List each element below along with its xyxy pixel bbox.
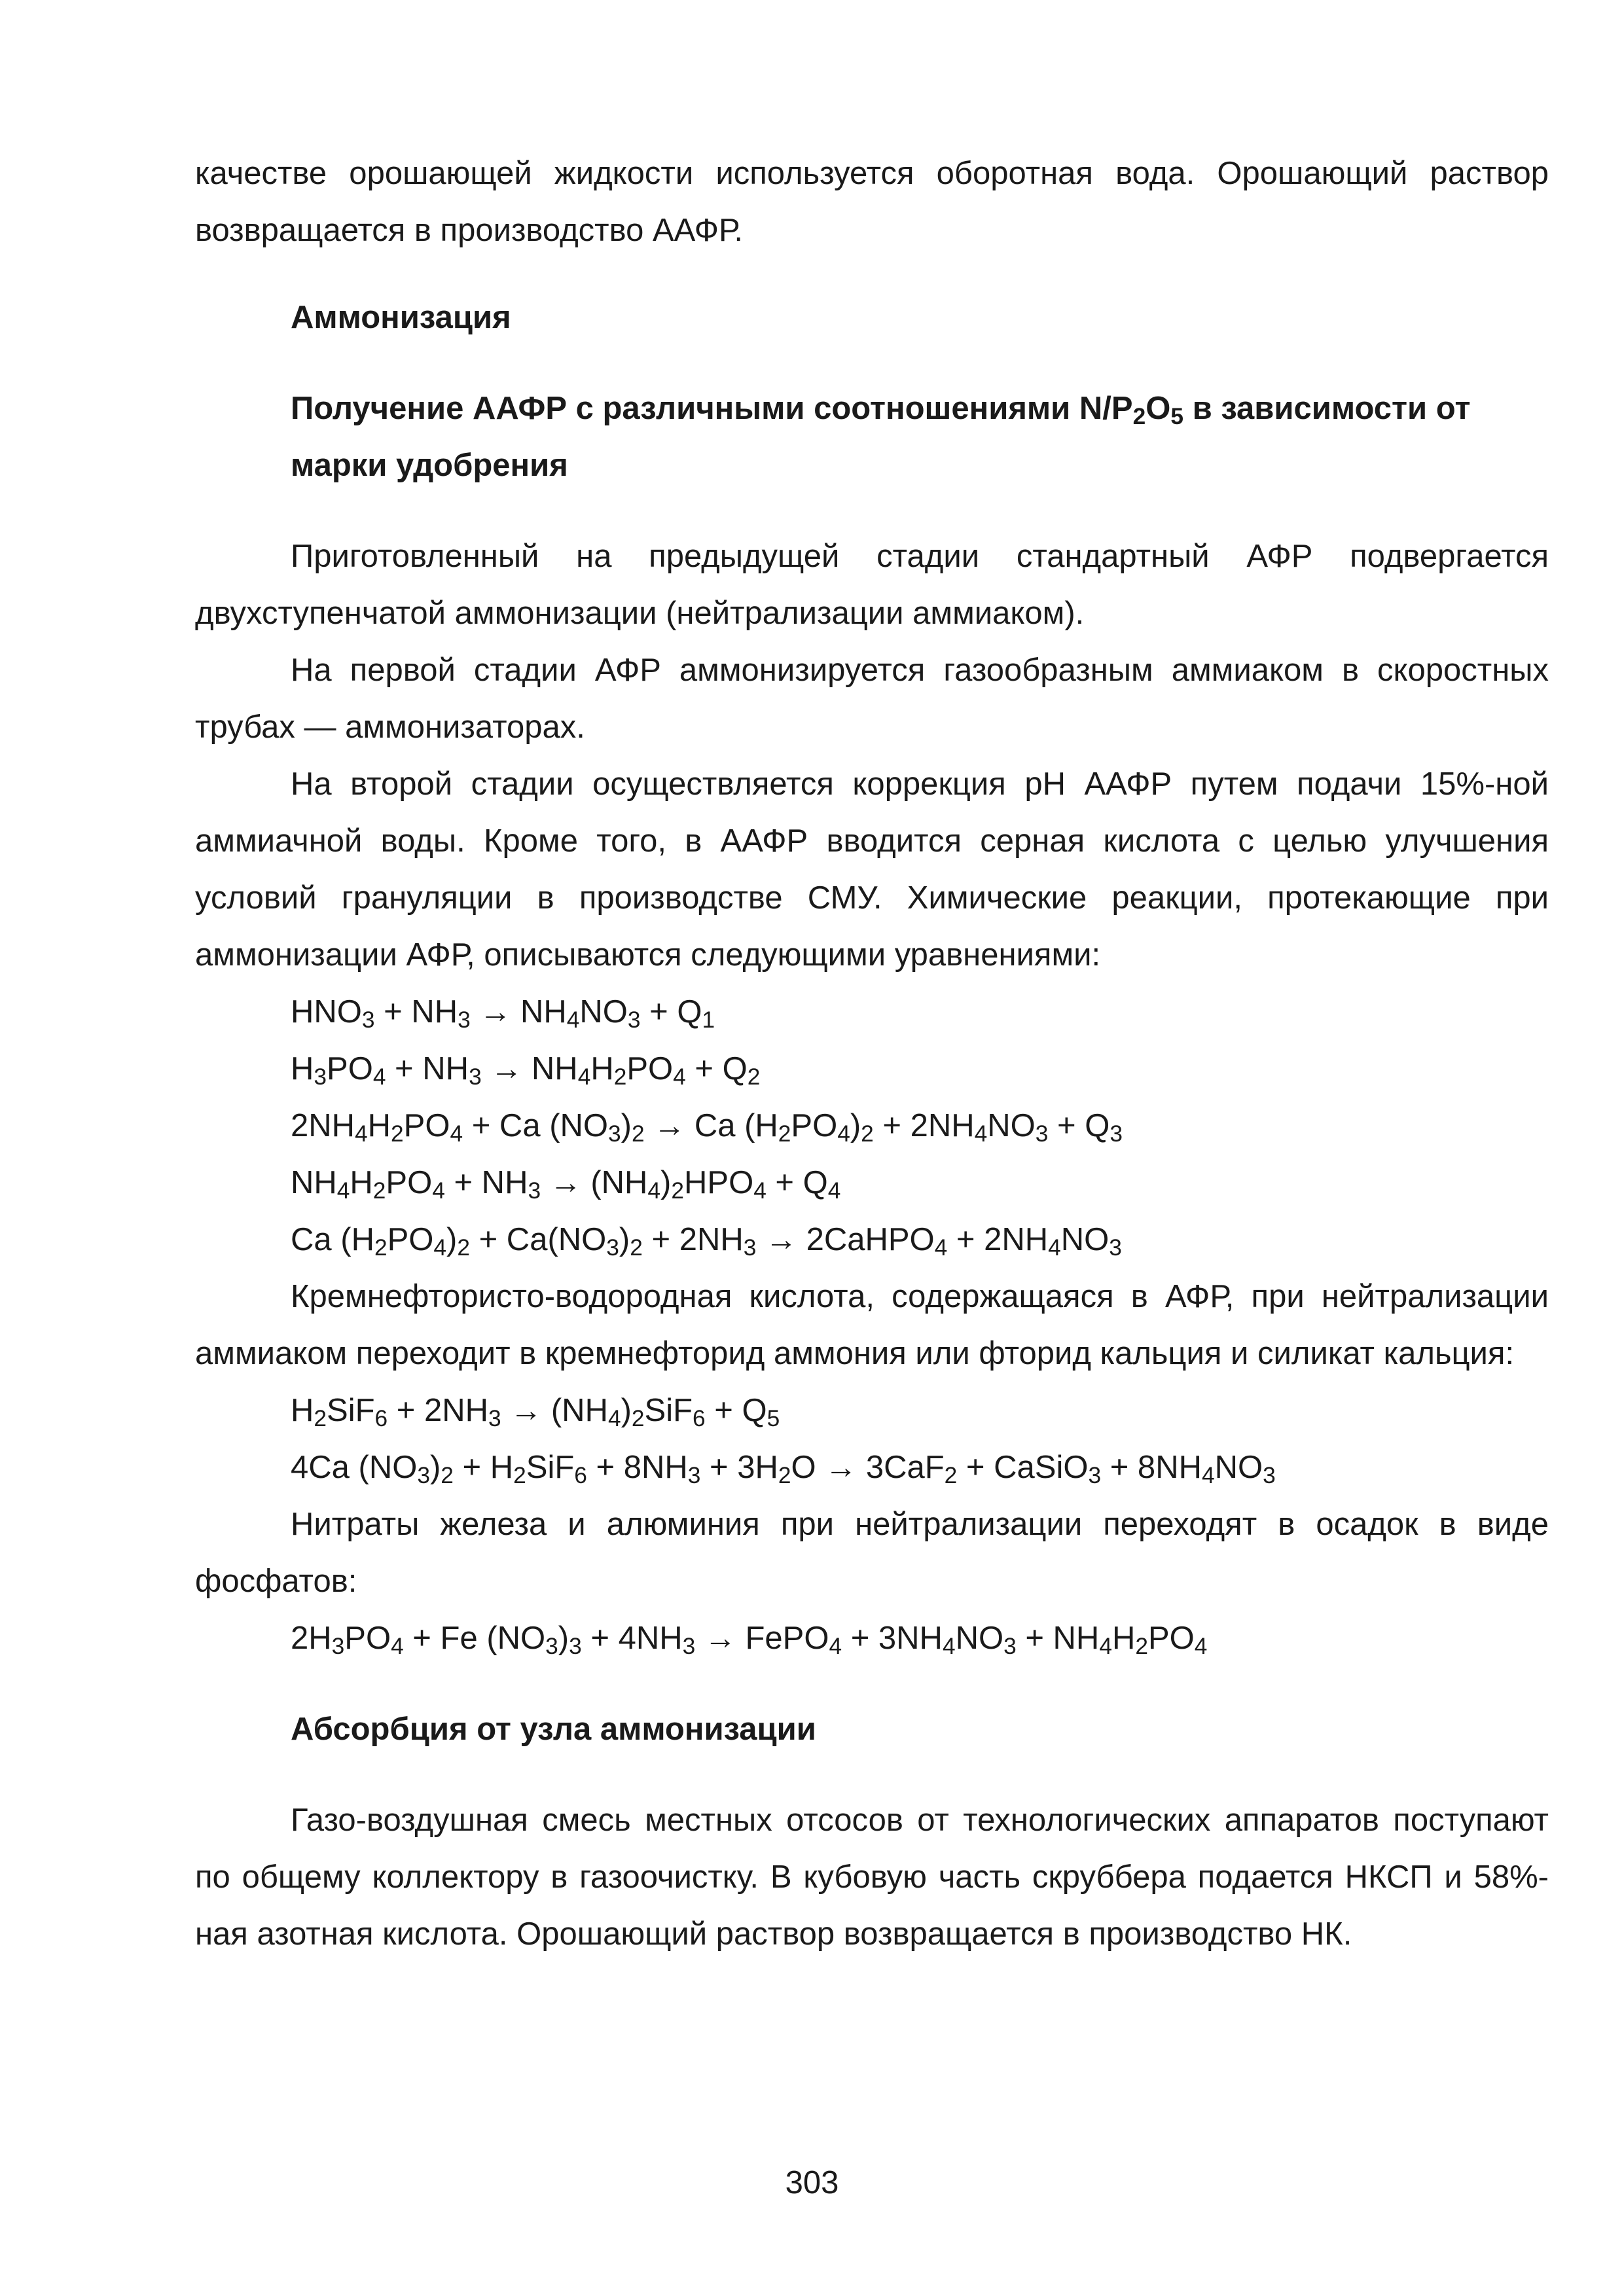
equation-subscript: 2	[671, 1177, 684, 1204]
equation-text: PO	[791, 1108, 838, 1143]
equation-subscript: 2	[631, 1121, 645, 1147]
equation-text: PO	[403, 1108, 450, 1143]
equation-text: + Q	[1048, 1108, 1110, 1143]
equation-text: + Q	[705, 1393, 767, 1428]
equation-subscript: 3	[458, 1007, 471, 1033]
equation-subscript: 4	[673, 1064, 686, 1090]
equation-subscript: 3	[1003, 1633, 1017, 1659]
equation-text: + Q	[766, 1165, 828, 1200]
title-text-part: Получение ААФР с различными соотношениями N/P	[291, 391, 1133, 426]
equation-subscript: 4	[647, 1177, 661, 1204]
equation-subscript: 3	[606, 1234, 619, 1261]
equation-subscript: 2	[613, 1064, 627, 1090]
equation-subscript: 4	[577, 1064, 591, 1090]
equation-subscript: 4	[827, 1177, 841, 1204]
equation-text: + 2NH	[388, 1393, 489, 1428]
equation-subscript: 3	[417, 1462, 430, 1488]
equation-text: PO	[327, 1051, 373, 1086]
section-title-absorption	[195, 1701, 1549, 1758]
paragraph-nitrates: Нитраты железа и алюминия при нейтрализации переходят в осадок в виде фосфатов:	[195, 1507, 1549, 1599]
equation-subscript: 2	[778, 1121, 791, 1147]
equation-text: → (NH	[541, 1165, 648, 1200]
equation-subscript: 2	[441, 1462, 454, 1488]
equation-subscript: 3	[331, 1633, 345, 1659]
equation-subscript: 2	[372, 1177, 386, 1204]
equation-subscript: 3	[687, 1462, 701, 1488]
equation-subscript: 4	[336, 1177, 350, 1204]
equation-subscript: 4	[372, 1064, 386, 1090]
equation-text: + 2NH	[947, 1222, 1049, 1257]
equation-subscript: 2	[314, 1405, 327, 1431]
equation-subscript: 2	[457, 1234, 470, 1261]
chemical-equation	[195, 1155, 1549, 1211]
equation-text: + NH	[374, 994, 458, 1030]
equation-text: + 8NH	[1101, 1450, 1202, 1485]
equation-text: NH	[291, 1165, 337, 1200]
chemical-equation	[195, 1098, 1549, 1155]
equation-subscript: 4	[934, 1234, 948, 1261]
equation-subscript: 2	[631, 1405, 645, 1431]
equation-text: )	[558, 1621, 569, 1656]
equation-subscript: 2	[391, 1121, 404, 1147]
equation-text: NO	[1060, 1222, 1110, 1257]
chemical-equation	[195, 1610, 1549, 1667]
equation-text: + NH	[386, 1051, 469, 1086]
equation-subscript: 4	[942, 1633, 956, 1659]
paragraph-gas-mixture: Газо-воздушная смесь местных отсосов от технологических аппаратов поступают по общему коллектору в газоочистку. В кубовую часть скруббера подается НКСП и 58%-ная азотная кислота. Орошающий раствор возвращается в производство НК.	[195, 1803, 1549, 1952]
equation-subscript: 3	[488, 1405, 501, 1431]
equation-text: HNO	[291, 994, 362, 1030]
equation-text: )	[621, 1108, 632, 1143]
equation-text: + 3H	[700, 1450, 778, 1485]
equation-subscript: 3	[569, 1633, 582, 1659]
equation-subscript: 6	[574, 1462, 587, 1488]
equation-subscript: 4	[607, 1405, 621, 1431]
equation-text: NO	[579, 994, 628, 1030]
equation-subscript: 4	[829, 1633, 842, 1659]
equation-subscript: 3	[361, 1007, 375, 1033]
title-subscript: 5	[1170, 403, 1183, 429]
equation-subscript: 4	[1201, 1462, 1215, 1488]
intro-paragraph: качестве орошающей жидкости используется оборотная вода. Орошающий раствор возвращается в производство ААФР.	[195, 156, 1549, 248]
equation-text: )	[446, 1222, 458, 1257]
equation-subscript: 4	[391, 1633, 404, 1659]
equation-subscript: 2	[513, 1462, 526, 1488]
equation-subscript: 4	[432, 1177, 445, 1204]
equation-subscript: 3	[314, 1064, 327, 1090]
equation-subscript: 3	[1110, 1121, 1123, 1147]
section-title-aafr-production	[195, 380, 1549, 494]
equation-text: + Q	[640, 994, 702, 1030]
equation-text: → (NH	[501, 1393, 608, 1428]
equation-subscript: 3	[1088, 1462, 1102, 1488]
equation-subscript: 3	[528, 1177, 541, 1204]
title-subscript: 2	[1132, 403, 1146, 429]
equation-subscript: 3	[1035, 1121, 1049, 1147]
paragraph-fluorosilicic-acid: Кремнефтористо-водородная кислота, содержащаяся в АФР, при нейтрализации аммиаком переходит в кремнефторид аммония или фторид кальция и силикат кальция:	[195, 1279, 1549, 1371]
equation-subscript: 2	[630, 1234, 643, 1261]
equation-subscript: 2	[944, 1462, 958, 1488]
equation-text: SiF	[526, 1450, 575, 1485]
equation-subscript: 2	[1135, 1633, 1148, 1659]
equation-subscript: 4	[1099, 1633, 1112, 1659]
equation-subscript: 3	[743, 1234, 757, 1261]
equation-subscript: 2	[861, 1121, 874, 1147]
equation-text: NO	[955, 1621, 1004, 1656]
equation-text: → Ca (H	[644, 1108, 778, 1143]
equation-text: → 2CaHPO	[756, 1222, 935, 1257]
equation-text: + Ca(NO	[469, 1222, 607, 1257]
paragraph-first-stage: На первой стадии АФР аммонизируется газообразным аммиаком в скоростных трубах — аммонизаторах.	[195, 653, 1549, 745]
equation-text: NO	[987, 1108, 1036, 1143]
equation-text: NO	[1214, 1450, 1263, 1485]
equation-text: 2H	[291, 1621, 332, 1656]
equation-text: PO	[626, 1051, 674, 1086]
equation-text: + 4NH	[581, 1621, 683, 1656]
equation-subscript: 3	[608, 1121, 621, 1147]
equation-subscript: 3	[1109, 1234, 1122, 1261]
equation-text: + 2NH	[642, 1222, 744, 1257]
equation-subscript: 4	[355, 1121, 368, 1147]
section-title-ammonization	[195, 289, 1549, 346]
equation-subscript: 2	[747, 1064, 761, 1090]
equation-subscript: 4	[450, 1121, 463, 1147]
equation-text: H	[1111, 1621, 1136, 1656]
equation-subscript: 1	[702, 1007, 715, 1033]
equation-text: )	[429, 1450, 441, 1485]
equation-text: HPO	[684, 1165, 754, 1200]
equation-subscript: 4	[837, 1121, 850, 1147]
title-text-part: в зависимости от марки удобрения	[291, 391, 1471, 483]
equation-subscript: 4	[1194, 1633, 1208, 1659]
equation-text: O → 3CaF	[791, 1450, 945, 1485]
equation-text: SiF	[644, 1393, 693, 1428]
equation-text: SiF	[327, 1393, 375, 1428]
equation-text: )	[621, 1393, 632, 1428]
equation-subscript: 4	[1048, 1234, 1061, 1261]
equation-text: + 3NH	[842, 1621, 943, 1656]
equation-text: )	[619, 1222, 630, 1257]
equation-text: + NH	[444, 1165, 528, 1200]
equation-subscript: 4	[753, 1177, 767, 1204]
equation-text: H	[291, 1393, 314, 1428]
equations-group-1	[195, 984, 1549, 1268]
equation-text: )	[660, 1165, 672, 1200]
equation-text: PO	[386, 1165, 433, 1200]
paragraph-second-stage: На второй стадии осуществляется коррекция pH ААФР путем подачи 15%-ной аммиачной воды. Кроме того, в ААФР вводится серная кислота с целью улучшения условий грануляции в производстве СМУ. Химические реакции, протекающие при аммонизации АФР, описываются следующими уравнениями:	[195, 766, 1549, 973]
chemical-equation	[195, 984, 1549, 1041]
equations-group-3	[195, 1610, 1549, 1667]
equation-subscript: 3	[627, 1007, 641, 1033]
equation-text: → FePO	[695, 1621, 829, 1656]
equation-text: + Q	[685, 1051, 748, 1086]
equation-text: + NH	[1016, 1621, 1100, 1656]
equations-group-2	[195, 1382, 1549, 1496]
title-text-part: O	[1146, 391, 1171, 426]
equation-subscript: 3	[1263, 1462, 1276, 1488]
equation-text: H	[367, 1108, 391, 1143]
equation-subscript: 4	[566, 1007, 580, 1033]
paragraph-two-stage: Приготовленный на предыдущей стадии стандартный АФР подвергается двухступенчатой аммонизации (нейтрализации аммиаком).	[195, 539, 1549, 631]
section-title-text: Аммонизация	[291, 300, 511, 335]
equation-text: + H	[453, 1450, 514, 1485]
equation-text: + Ca (NO	[463, 1108, 609, 1143]
section-title-text: Абсорбция от узла аммонизации	[291, 1712, 816, 1747]
equation-text: + 2NH	[873, 1108, 975, 1143]
equation-text: + 8NH	[586, 1450, 688, 1485]
equation-text: H	[590, 1051, 614, 1086]
equation-subscript: 4	[974, 1121, 988, 1147]
equation-text: H	[350, 1165, 373, 1200]
equation-text: + Fe (NO	[403, 1621, 546, 1656]
equation-subscript: 4	[433, 1234, 447, 1261]
equation-subscript: 3	[682, 1633, 696, 1659]
chemical-equation	[195, 1041, 1549, 1098]
equation-text: 4Ca (NO	[291, 1450, 418, 1485]
equation-text: → NH	[481, 1051, 578, 1086]
equation-text: Ca (H	[291, 1222, 374, 1257]
equation-text: PO	[1147, 1621, 1195, 1656]
equation-subscript: 2	[374, 1234, 388, 1261]
chemical-equation	[195, 1439, 1549, 1496]
equation-subscript: 3	[469, 1064, 482, 1090]
page-number: 303	[785, 2165, 839, 2200]
equation-text: + CaSiO	[957, 1450, 1089, 1485]
equation-text: PO	[387, 1222, 434, 1257]
equation-subscript: 3	[545, 1633, 558, 1659]
equation-subscript: 6	[693, 1405, 706, 1431]
chemical-equation	[195, 1382, 1549, 1439]
equation-text: )	[850, 1108, 861, 1143]
equation-subscript: 2	[778, 1462, 791, 1488]
page-content	[195, 145, 1549, 1963]
equation-subscript: 5	[767, 1405, 780, 1431]
equation-text: 2NH	[291, 1108, 355, 1143]
equation-text: PO	[344, 1621, 391, 1656]
chemical-equation	[195, 1211, 1549, 1268]
equation-text: → NH	[470, 994, 567, 1030]
equation-text: H	[291, 1051, 314, 1086]
equation-subscript: 6	[374, 1405, 388, 1431]
